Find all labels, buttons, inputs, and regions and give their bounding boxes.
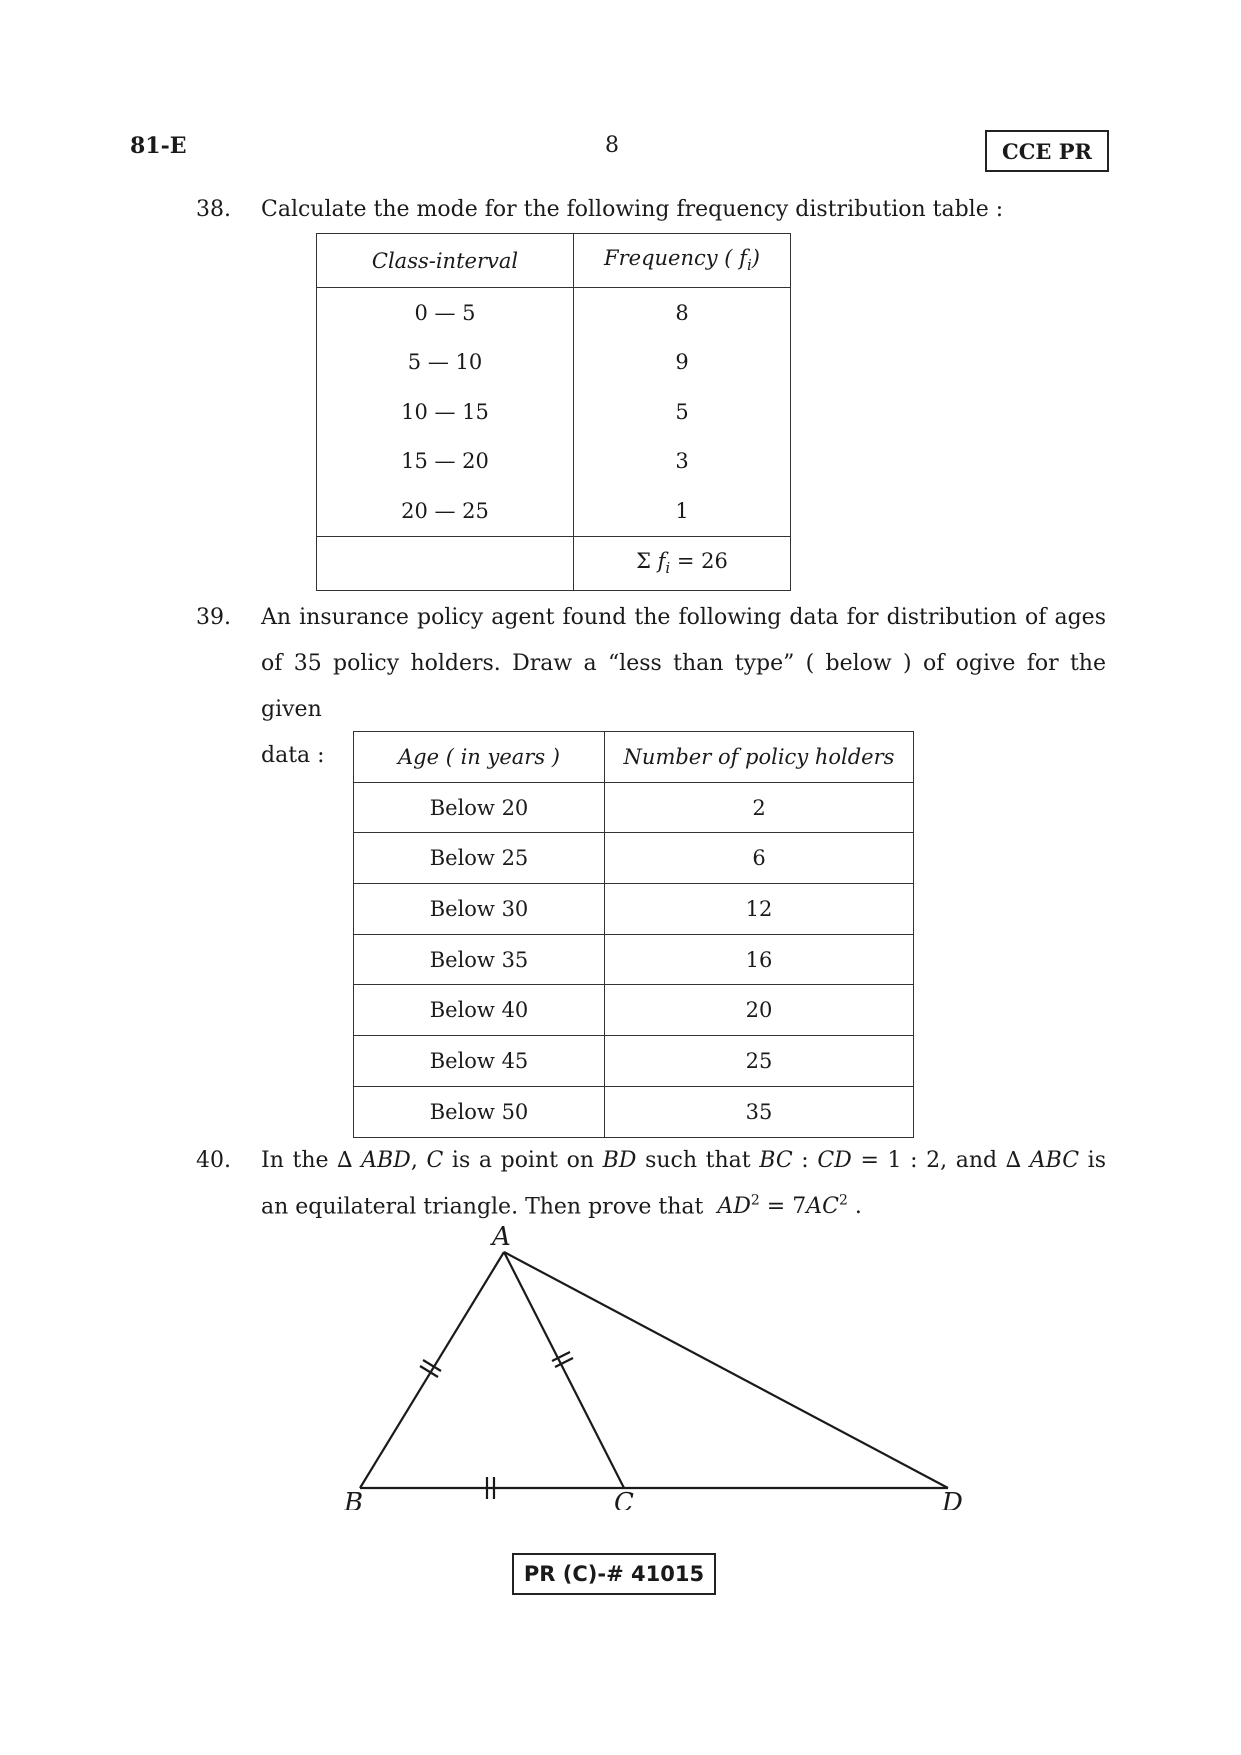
table-row xyxy=(317,338,791,388)
q39-count: 25 xyxy=(605,1036,914,1087)
q39-age: Below 50 xyxy=(354,1086,605,1137)
q38-frequency: 8 xyxy=(574,288,791,338)
table-row xyxy=(317,437,791,487)
side-ac xyxy=(504,1252,624,1488)
q40-line-1: In the ∆ ABD, C is a point on BD such that BC : CD = 1 : 2, and ∆ ABC is xyxy=(261,1148,1106,1173)
q39-age: Below 40 xyxy=(354,985,605,1036)
footer-code-box xyxy=(512,1553,716,1595)
q40-line-2: an equilateral triangle. Then prove that $AD^2 = 7AC^2$ . xyxy=(261,1193,862,1220)
q38-interval: 0 — 5 xyxy=(317,288,574,338)
exam-label: CCE PR xyxy=(1002,138,1092,164)
q39-age: Below 45 xyxy=(354,1036,605,1087)
vertex-label-a: A xyxy=(492,1225,511,1252)
table-row xyxy=(354,884,914,935)
page-number: 8 xyxy=(605,133,619,158)
q39-count: 35 xyxy=(605,1086,914,1137)
vertex-label-c: C xyxy=(614,1488,634,1510)
q38-sum-cell: Σ $f_i = 26$ xyxy=(574,536,791,590)
q39-col-age: Age ( in years ) xyxy=(354,732,605,783)
table-row xyxy=(354,985,914,1036)
q39-col-count: Number of policy holders xyxy=(605,732,914,783)
q38-frequency: 5 xyxy=(574,387,791,437)
q39-count: 6 xyxy=(605,833,914,884)
exam-label-box xyxy=(985,130,1109,172)
table-row xyxy=(354,1086,914,1137)
q39-number: 39. xyxy=(196,605,231,630)
q38-col-class-interval: Class-interval xyxy=(317,234,574,288)
footer-code: PR (C)-# 41015 xyxy=(523,1562,705,1586)
table-row xyxy=(317,387,791,437)
vertex-label-b: B xyxy=(344,1488,364,1510)
q38-interval: 5 — 10 xyxy=(317,338,574,388)
q38-frequency: 3 xyxy=(574,437,791,487)
q38-frequency: 9 xyxy=(574,338,791,388)
triangle-figure xyxy=(330,1225,970,1510)
q39-count: 16 xyxy=(605,934,914,985)
q39-age: Below 30 xyxy=(354,884,605,935)
table-row xyxy=(317,288,791,338)
q38-text: Calculate the mode for the following frequency distribution table : xyxy=(261,197,1004,222)
vertex-label-d: D xyxy=(942,1488,963,1510)
q40-number: 40. xyxy=(196,1148,231,1173)
paper-code: 81-E xyxy=(130,133,187,159)
table-row xyxy=(354,833,914,884)
q38-number: 38. xyxy=(196,197,231,222)
q38-col-frequency: Frequency ( $f_i$) xyxy=(574,234,791,288)
q38-interval: 15 — 20 xyxy=(317,437,574,487)
q38-sum-empty-cell xyxy=(317,536,574,590)
table-row xyxy=(354,1036,914,1087)
q39-count: 2 xyxy=(605,782,914,833)
q38-interval: 20 — 25 xyxy=(317,486,574,536)
q38-frequency: 1 xyxy=(574,486,791,536)
side-ab xyxy=(360,1252,504,1488)
q39-count: 12 xyxy=(605,884,914,935)
q39-ages-table xyxy=(353,731,914,1138)
q39-age: Below 35 xyxy=(354,934,605,985)
q39-age: Below 20 xyxy=(354,782,605,833)
q38-frequency-table xyxy=(316,233,791,591)
table-row xyxy=(354,782,914,833)
q39-count: 20 xyxy=(605,985,914,1036)
table-row xyxy=(317,486,791,536)
q39-line-3: data : xyxy=(261,743,325,768)
table-row xyxy=(354,934,914,985)
q39-line-1: An insurance policy agent found the following data for distribution of ages xyxy=(261,605,1106,630)
q38-interval: 10 — 15 xyxy=(317,387,574,437)
q39-line-2: of 35 policy holders. Draw a “less than type” ( below ) of ogive for the given xyxy=(261,651,1106,722)
side-ad xyxy=(504,1252,948,1488)
q40-equation: $AD^2 = 7AC^2$ . xyxy=(717,1193,862,1220)
q39-age: Below 25 xyxy=(354,833,605,884)
